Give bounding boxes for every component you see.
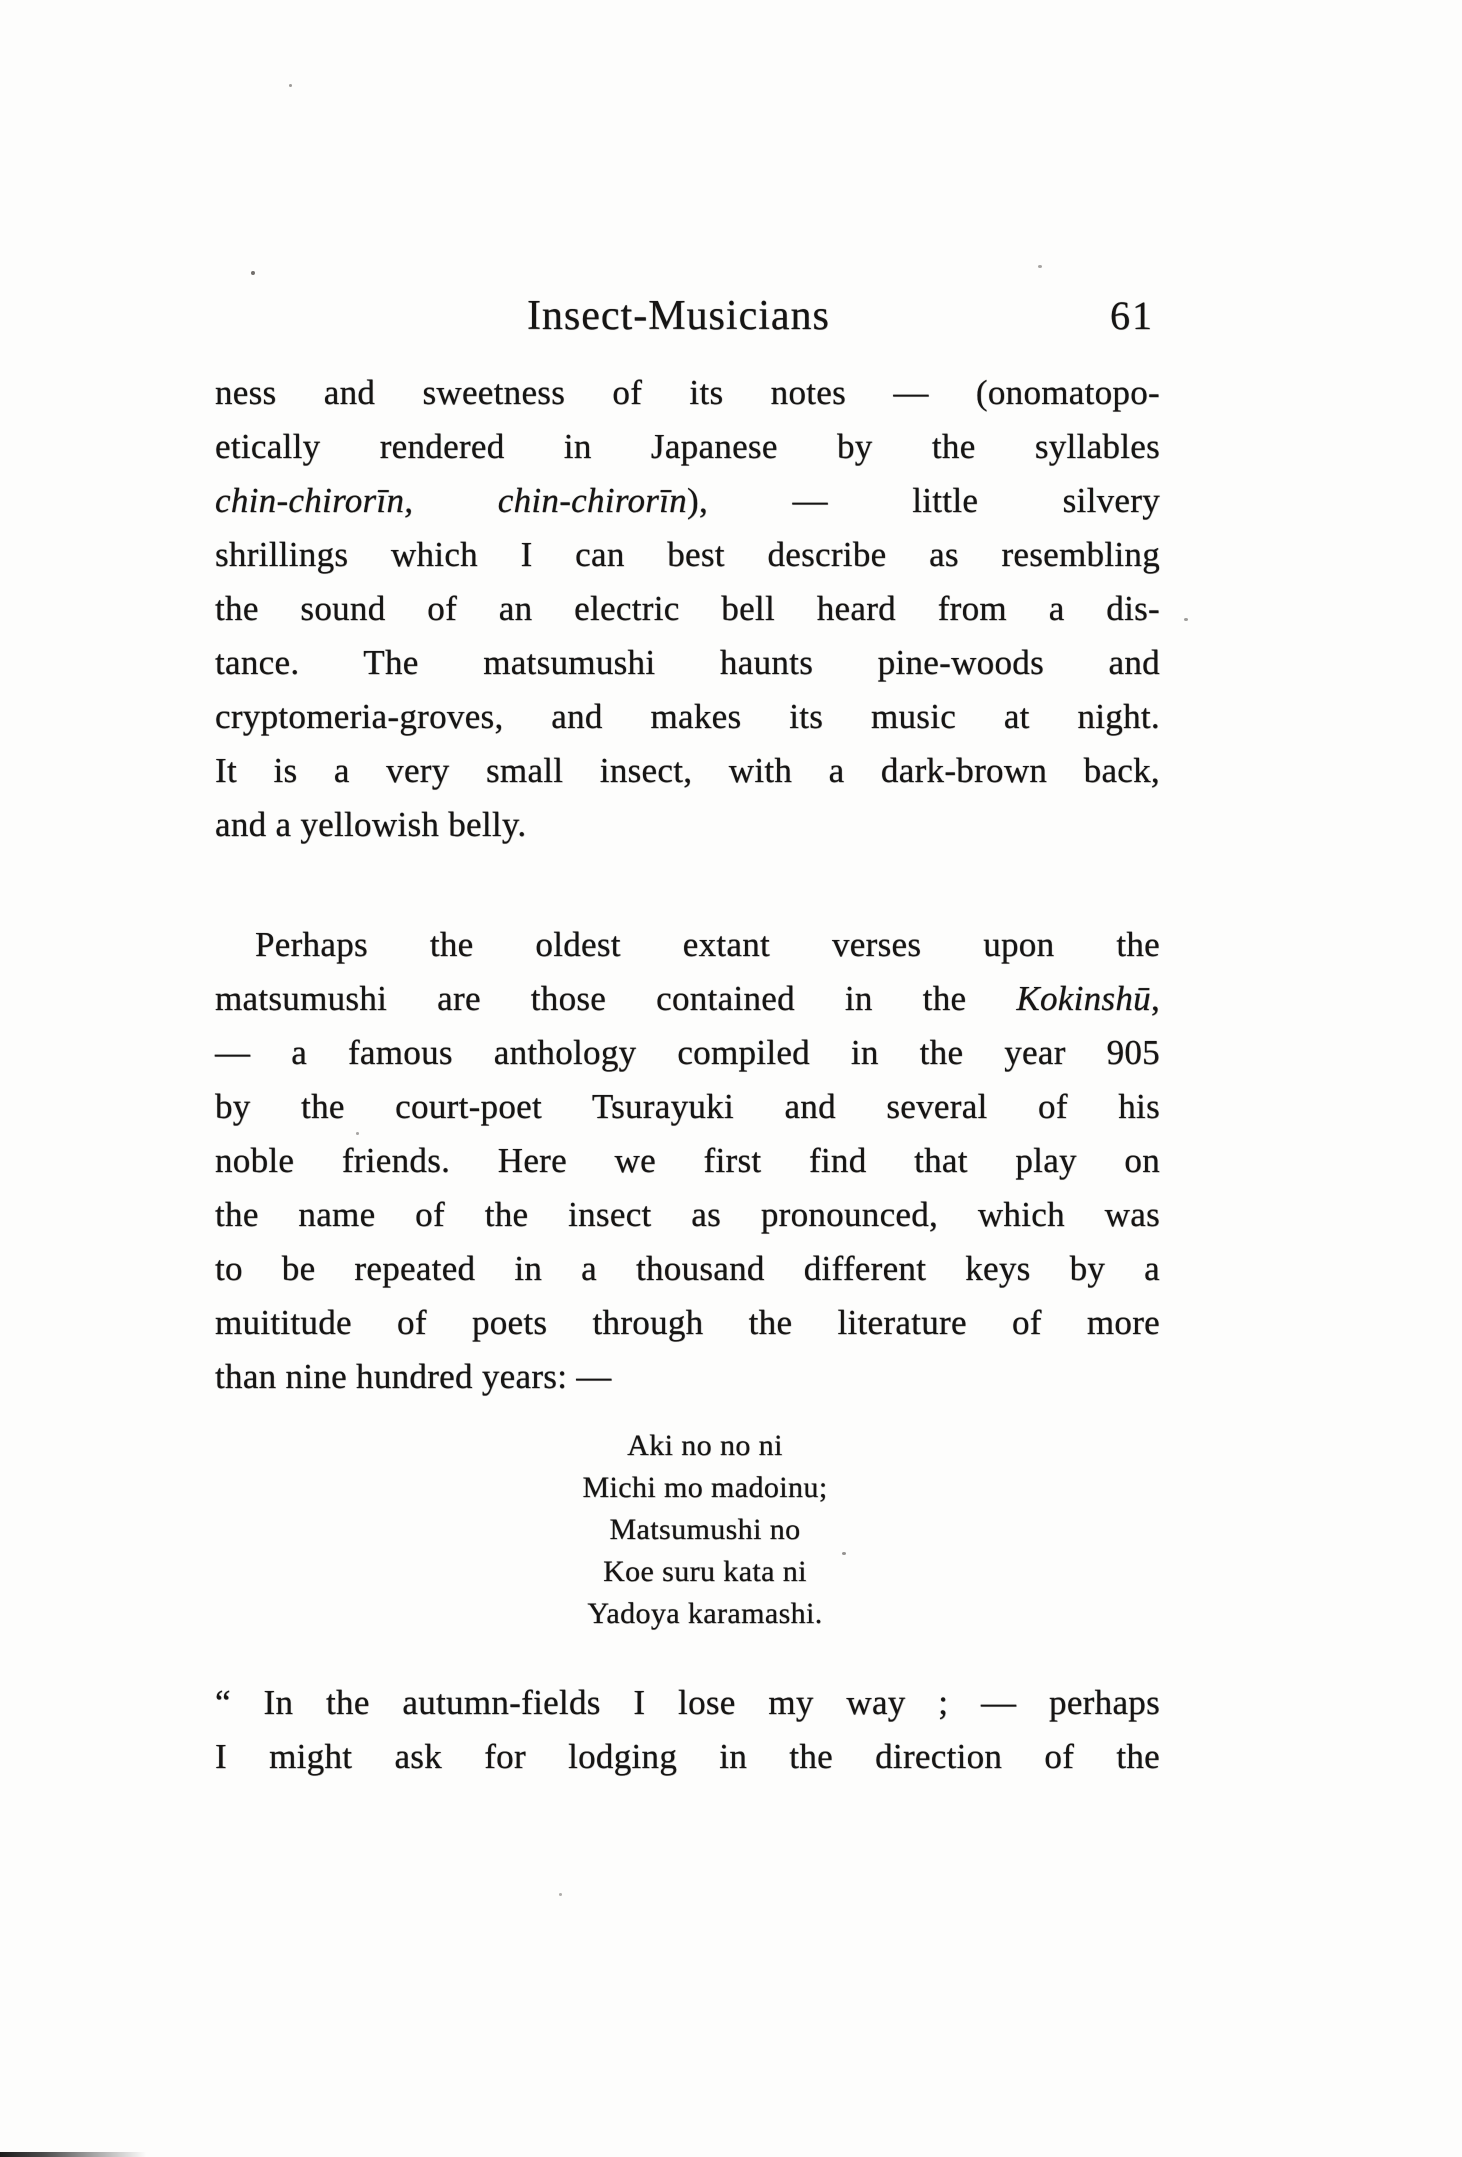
text-segment: by the court-poet Tsurayuki and several of his (215, 1087, 1160, 1126)
poem-line: Matsumushi no (609, 1513, 801, 1546)
text-line (215, 474, 1160, 528)
text-segment: — a famous anthology compiled in the year 905 (215, 1033, 1160, 1072)
text-segment: ), — little silvery (687, 481, 1160, 520)
text-line (215, 636, 1160, 690)
text-line (215, 1242, 1160, 1296)
text-segment: cryptomeria-groves, and makes its music at night. (215, 697, 1160, 736)
text-line (215, 1350, 1160, 1404)
running-title: Insect-Musicians (526, 293, 830, 339)
text-line (215, 582, 1160, 636)
paragraph (215, 1676, 1160, 1784)
text-line (215, 690, 1160, 744)
poem-line: Michi mo madoinu; (582, 1471, 828, 1504)
scan-speck (559, 1893, 562, 1896)
scan-speck (251, 271, 255, 275)
text-segment: I might ask for lodging in the direction of the (215, 1737, 1160, 1776)
text-line (215, 744, 1160, 798)
text-line (215, 528, 1160, 582)
text-segment: ness and sweetness of its notes — (onomatopo- (215, 373, 1160, 412)
italic-text-segment: chin-chirorīn, chin-chirorīn (215, 481, 687, 520)
poem-line: Aki no no ni (627, 1429, 783, 1462)
text-segment: Perhaps the oldest extant verses upon the (255, 925, 1160, 964)
paragraph (215, 366, 1160, 852)
text-segment: muititude of poets through the literature of more (215, 1303, 1160, 1342)
text-segment: noble friends. Here we first find that play on (215, 1141, 1160, 1180)
scan-speck (842, 1552, 846, 1555)
text-segment: shrillings which I can best describe as resembling (215, 535, 1160, 574)
text-line (215, 972, 1160, 1026)
text-segment: than nine hundred years: — (215, 1357, 612, 1396)
text-segment: tance. The matsumushi haunts pine-woods and (215, 643, 1160, 682)
text-line (215, 1730, 1160, 1784)
text-line (215, 1026, 1160, 1080)
poem-line: Yadoya karamashi. (587, 1597, 823, 1630)
text-line (215, 918, 1160, 972)
scan-speck (1038, 265, 1042, 268)
text-line (215, 1134, 1160, 1188)
scan-speck (289, 84, 292, 87)
scan-smudge (0, 2152, 195, 2157)
text-segment: , (1150, 979, 1160, 1018)
text-segment: etically rendered in Japanese by the syllables (215, 427, 1160, 466)
text-line (215, 798, 1160, 852)
text-line (215, 1296, 1160, 1350)
text-segment: “ In the autumn-fields I lose my way ; — perhaps (215, 1683, 1160, 1722)
scan-speck (356, 1132, 359, 1135)
page-header (215, 288, 1160, 344)
italic-text-segment: Kokinshū (1016, 979, 1151, 1018)
text-line (215, 420, 1160, 474)
poem-line: Koe suru kata ni (603, 1555, 807, 1588)
poem (240, 1425, 1170, 1635)
paragraph (215, 918, 1160, 1404)
text-segment: It is a very small insect, with a dark-brown back, (215, 751, 1160, 790)
page-number: 61 (1110, 293, 1154, 338)
text-line (215, 1188, 1160, 1242)
text-segment: matsumushi are those contained in the (215, 979, 1017, 1018)
text-line (215, 1080, 1160, 1134)
text-segment: the sound of an electric bell heard from a dis- (215, 589, 1160, 628)
text-line (215, 1676, 1160, 1730)
text-segment: to be repeated in a thousand different keys by a (215, 1249, 1160, 1288)
text-segment: and a yellowish belly. (215, 805, 527, 844)
scan-speck (1184, 618, 1188, 621)
text-segment: the name of the insect as pronounced, which was (215, 1195, 1160, 1234)
text-line (215, 366, 1160, 420)
